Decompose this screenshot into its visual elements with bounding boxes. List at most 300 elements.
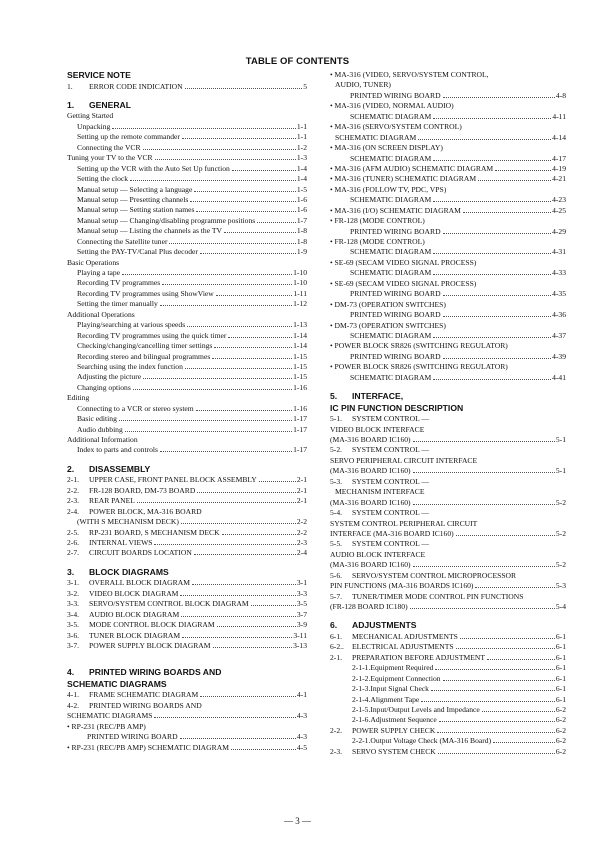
toc-entry[interactable] — [67, 538, 307, 548]
entry-text: AUDIO BLOCK DIAGRAM — [89, 609, 180, 619]
toc-entry[interactable] — [330, 632, 566, 642]
dot-leader — [463, 212, 551, 213]
toc-entry[interactable] — [330, 529, 566, 539]
dot-leader — [413, 472, 555, 473]
toc-entry[interactable] — [330, 289, 566, 299]
entry-page: 4-39 — [552, 351, 566, 361]
toc-entry[interactable] — [67, 205, 307, 215]
entry-page: 4-17 — [552, 153, 566, 163]
entry-text: SYSTEM CONTROL — — [352, 414, 429, 424]
dot-leader — [431, 690, 555, 691]
toc-entry[interactable] — [67, 496, 307, 506]
toc-entry[interactable] — [330, 705, 566, 715]
entry-text: (MA-316 BOARD IC160) — [330, 497, 411, 507]
toc-entry[interactable] — [330, 133, 566, 143]
entry-text: SCHEMATIC DIAGRAM — [350, 247, 432, 257]
dot-leader — [443, 295, 552, 296]
entry-text: 2-2-1.Output Voltage Check (MA-316 Board) — [352, 736, 492, 746]
dot-leader — [224, 232, 296, 233]
entry-text: Playing a tape — [77, 268, 121, 277]
entry-text: PRINTED WIRING BOARD — [350, 310, 441, 320]
entry-page: 3-13 — [293, 641, 307, 650]
entry-page: 4-25 — [552, 205, 566, 215]
section-heading — [330, 620, 566, 632]
entry-page: 5-2 — [555, 528, 566, 538]
toc-entry[interactable] — [330, 581, 566, 591]
entry-page: 2-3 — [296, 538, 307, 547]
toc-entry[interactable] — [67, 732, 307, 742]
toc-entry[interactable] — [67, 331, 307, 341]
dot-leader — [232, 170, 296, 171]
toc-entry[interactable] — [67, 425, 307, 435]
toc-entry — [330, 508, 566, 518]
toc-entry[interactable] — [67, 320, 307, 330]
entry-text: AUDIO, TUNER) — [335, 80, 391, 90]
dot-leader — [443, 316, 552, 317]
dot-leader — [162, 284, 292, 285]
dot-leader — [493, 742, 555, 743]
entry-text: REAR PANEL — [89, 496, 135, 506]
entry-page: 1-15 — [293, 351, 307, 361]
toc-entry[interactable] — [67, 610, 307, 620]
dot-leader — [155, 159, 296, 160]
entry-number: 4-1. — [67, 690, 80, 700]
entry-text: BLOCK DIAGRAMS — [89, 566, 169, 577]
dot-leader — [443, 358, 552, 359]
toc-entry[interactable] — [330, 695, 566, 705]
toc-entry[interactable] — [67, 185, 307, 195]
dot-leader — [133, 389, 292, 390]
toc-entry — [330, 300, 566, 310]
entry-page: 6-2 — [555, 715, 566, 725]
entry-page: 4-3 — [296, 732, 307, 742]
toc-entry[interactable] — [67, 278, 307, 288]
subsection-heading — [67, 393, 307, 403]
toc-entry[interactable] — [67, 153, 307, 163]
toc-entry — [330, 362, 566, 372]
toc-entry[interactable] — [67, 372, 307, 382]
entry-text: FR-128 BOARD, DM-73 BOARD — [89, 485, 196, 495]
toc-entry[interactable] — [330, 164, 566, 174]
toc-entry[interactable] — [330, 331, 566, 341]
toc-entry[interactable] — [330, 174, 566, 184]
toc-entry — [67, 701, 307, 711]
entry-page: 5-2 — [555, 497, 566, 507]
entry-text: • MA-316 (FOLLOW TV, PDC, VPS) — [330, 184, 447, 194]
entry-page: 1-6 — [296, 205, 307, 215]
section-heading — [67, 667, 307, 679]
toc-entry[interactable] — [67, 341, 307, 351]
toc-entry — [330, 101, 566, 111]
dot-leader — [192, 584, 296, 585]
toc-entry[interactable] — [67, 268, 307, 278]
entry-number: 3-6. — [67, 630, 80, 640]
toc-entry[interactable] — [67, 445, 307, 455]
entry-text: • MA-316 (TUNER) SCHEMATIC DIAGRAM — [330, 174, 477, 184]
entry-page: 4-23 — [552, 195, 566, 205]
entry-number: 2-6. — [67, 538, 80, 547]
entry-page: 6-1 — [555, 673, 566, 683]
entry-text: PRINTED WIRING BOARDS AND — [89, 700, 202, 710]
entry-text: (WITH S MECHANISM DECK) — [77, 517, 179, 527]
entry-text: SYSTEM CONTROL — — [352, 476, 429, 486]
entry-page: 1-7 — [296, 215, 307, 225]
dot-leader — [433, 337, 551, 338]
dot-leader — [259, 481, 296, 482]
dot-leader — [443, 233, 552, 234]
toc-entry[interactable] — [330, 112, 566, 122]
toc-entry[interactable] — [330, 206, 566, 216]
entry-text: (MA-316 BOARD IC160) — [330, 435, 411, 444]
entry-text: 2-1-6.Adjustment Sequence — [352, 715, 437, 725]
entry-page: 1-6 — [296, 194, 307, 204]
entry-text: • MA-316 (SERVO/SYSTEM CONTROL) — [330, 122, 462, 132]
section-gap — [67, 456, 307, 464]
entry-page: 1-14 — [293, 341, 307, 351]
toc-entry[interactable] — [330, 653, 566, 663]
entry-text: Additional Information — [67, 435, 138, 444]
entry-page: 1-11 — [293, 288, 307, 298]
entry-text: Recording TV programmes using the quick timer — [77, 330, 227, 340]
toc-entry[interactable] — [330, 726, 566, 736]
entry-page: 1-17 — [293, 414, 307, 424]
toc-entry — [330, 341, 566, 351]
entry-page: 1-4 — [296, 174, 307, 184]
toc-entry — [330, 592, 566, 602]
toc-entry[interactable] — [330, 674, 566, 684]
entry-text: Checking/changing/cancelling timer settings — [77, 341, 213, 351]
toc-entry[interactable] — [330, 195, 566, 205]
entry-text: CIRCUIT BOARDS LOCATION — [89, 548, 192, 558]
entry-page: 3-9 — [296, 620, 307, 630]
toc-entry[interactable] — [67, 383, 307, 393]
toc-entry[interactable] — [67, 132, 307, 142]
dot-leader — [433, 253, 551, 254]
entry-text: (MA-316 BOARD IC160) — [330, 560, 411, 570]
dot-leader — [433, 118, 551, 119]
entry-text: TUNER/TIMER MODE CONTROL PIN FUNCTIONS — [352, 591, 524, 601]
section-heading — [67, 100, 307, 112]
toc-entry — [330, 185, 566, 195]
toc-entry[interactable] — [67, 589, 307, 599]
entry-text: • POWER BLOCK SR826 (SWITCHING REGULATOR) — [330, 341, 508, 351]
toc-entry — [330, 425, 566, 435]
entry-text: AUDIO BLOCK INTERFACE — [330, 549, 426, 559]
toc-entry — [67, 722, 307, 732]
entry-text: PRINTED WIRING BOARD — [350, 90, 441, 100]
toc-entry[interactable] — [67, 578, 307, 588]
page-title: TABLE OF CONTENTS — [245, 56, 350, 67]
dot-leader — [200, 696, 296, 697]
toc-entry — [330, 477, 566, 487]
toc-entry — [330, 445, 566, 455]
entry-text: • MA-316 (AFM AUDIO) SCHEMATIC DIAGRAM — [330, 163, 494, 173]
entry-text: • FR-128 (MODE CONTROL) — [330, 237, 425, 246]
toc-entry[interactable] — [67, 226, 307, 236]
toc-entry[interactable] — [330, 642, 566, 652]
toc-entry[interactable] — [67, 517, 307, 527]
toc-entry[interactable] — [67, 404, 307, 414]
entry-page: 5 — [303, 81, 307, 91]
dot-leader — [119, 420, 292, 421]
entry-number: 1. — [67, 81, 73, 91]
entry-page: 5-1 — [555, 435, 566, 444]
entry-number: 2-4. — [67, 506, 80, 516]
dot-leader — [181, 616, 296, 617]
entry-page: 4-1 — [296, 690, 307, 700]
entry-number: 5. — [330, 391, 338, 402]
dot-leader — [180, 595, 295, 596]
entry-text: 2-1-3.Input Signal Check — [352, 684, 429, 694]
entry-text: • DM-73 (OPERATION SWITCHES) — [330, 299, 446, 309]
dot-leader — [160, 451, 292, 452]
toc-entry — [330, 550, 566, 560]
entry-page: 4-19 — [552, 163, 566, 173]
entry-text: • MA-316 (VIDEO, NORMAL AUDIO) — [330, 101, 454, 111]
entry-text: GENERAL — [89, 99, 132, 110]
entry-text: Changing options — [77, 382, 131, 392]
entry-text: Manual setup — Presetting channels — [77, 194, 189, 204]
toc-entry[interactable] — [330, 435, 566, 445]
toc-entry[interactable] — [330, 373, 566, 383]
dot-leader — [112, 128, 296, 129]
entry-page: 4-8 — [555, 90, 566, 100]
dot-leader — [185, 88, 303, 89]
dot-leader — [443, 97, 555, 98]
entry-text: Setting the PAY-TV/Canal Plus decoder — [77, 247, 198, 257]
subsection-heading — [67, 435, 307, 445]
entry-number: 5-4. — [330, 508, 343, 518]
entry-number: 5-6. — [330, 570, 343, 580]
section-gap — [330, 612, 566, 620]
entry-number: 5-2. — [330, 445, 343, 455]
entry-page: 2-2 — [296, 527, 307, 537]
dot-leader — [130, 180, 296, 181]
dot-leader — [439, 721, 555, 722]
entry-text: MECHANICAL ADJUSTMENTS — [352, 631, 458, 641]
toc-entry[interactable] — [330, 352, 566, 362]
entry-text: • MA-316 (VIDEO, SERVO/SYSTEM CONTROL, — [330, 70, 489, 79]
toc-entry[interactable] — [67, 195, 307, 205]
entry-page: 6-1 — [555, 642, 566, 652]
dot-leader — [433, 201, 551, 202]
toc-entry — [330, 321, 566, 331]
dot-leader — [216, 295, 293, 296]
entry-text: INTERFACE, — [352, 391, 404, 402]
entry-text: Recording TV programmes — [77, 278, 161, 288]
entry-page: 2-1 — [296, 485, 307, 495]
dot-leader — [433, 379, 551, 380]
entry-number: 2-1. — [67, 475, 80, 485]
entry-text: Connecting the Satellite tuner — [77, 236, 168, 246]
entry-page: 1-14 — [293, 330, 307, 340]
dot-leader — [475, 587, 554, 588]
toc-entry[interactable] — [67, 486, 307, 496]
toc-entry — [330, 279, 566, 289]
entry-text: SCHEMATIC DIAGRAMS — [67, 678, 167, 689]
toc-entry[interactable] — [330, 747, 566, 757]
entry-number: 3. — [67, 566, 75, 577]
entry-text: POWER SUPPLY CHECK — [352, 725, 436, 735]
entry-page: 1-10 — [293, 278, 307, 288]
dot-leader — [200, 253, 296, 254]
entry-text: SERVO/SYSTEM CONTROL MICROPROCESSOR — [352, 570, 517, 580]
toc-entry[interactable] — [67, 143, 307, 153]
toc-entry[interactable] — [67, 475, 307, 485]
entry-text: 2-1-5.Input/Output Levels and Impedance — [352, 705, 480, 714]
toc-entry[interactable] — [330, 684, 566, 694]
toc-entry[interactable] — [67, 216, 307, 226]
entry-text: Basic editing — [77, 414, 117, 424]
entry-number: 5-7. — [330, 591, 343, 601]
dot-leader — [194, 554, 296, 555]
entry-text: PRINTED WIRING BOARDS AND — [89, 667, 222, 678]
toc-entry[interactable] — [330, 498, 566, 508]
entry-text: Setting the clock — [77, 174, 129, 184]
entry-text: PIN FUNCTIONS (MA-316 BOARDS IC160) — [330, 581, 474, 591]
entry-text: • POWER BLOCK SR826 (SWITCHING REGULATOR) — [330, 362, 508, 372]
toc-entry[interactable] — [67, 620, 307, 630]
dot-leader — [194, 191, 296, 192]
dot-leader — [197, 492, 296, 493]
dot-leader — [169, 243, 295, 244]
entry-text: Audio dubbing — [77, 424, 123, 434]
entry-text: Getting Started — [67, 111, 114, 121]
toc-entry[interactable] — [330, 602, 566, 612]
entry-text: IC PIN FUNCTION DESCRIPTION — [330, 402, 464, 413]
toc-entry[interactable] — [67, 362, 307, 372]
entry-page: 3-7 — [296, 609, 307, 619]
dot-leader — [181, 523, 296, 524]
entry-text: • MA-316 (I/O) SCHEMATIC DIAGRAM — [330, 205, 461, 215]
dot-leader — [478, 180, 551, 181]
toc-entry[interactable] — [330, 154, 566, 164]
toc-entry[interactable] — [67, 352, 307, 362]
toc-entry[interactable] — [330, 663, 566, 673]
toc-entry[interactable] — [67, 711, 307, 721]
entry-number: 3-1. — [67, 578, 80, 588]
entry-page: 1-4 — [296, 163, 307, 173]
dot-leader — [160, 305, 292, 306]
entry-number: 4. — [67, 667, 75, 678]
dot-leader — [418, 139, 551, 140]
dot-leader — [143, 378, 292, 379]
toc-entry[interactable] — [67, 690, 307, 700]
dot-leader — [487, 659, 555, 660]
toc-entry — [67, 507, 307, 517]
dot-leader — [143, 149, 296, 150]
toc-entry — [330, 216, 566, 226]
dot-leader — [482, 711, 555, 712]
toc-entry[interactable] — [67, 631, 307, 641]
toc-entry[interactable] — [330, 560, 566, 570]
entry-number: 2-3. — [330, 746, 343, 756]
toc-entry[interactable] — [330, 268, 566, 278]
entry-text: Manual setup — Changing/disabling programme positions — [77, 215, 256, 225]
entry-number: 1. — [67, 99, 75, 110]
entry-text: SERVICE NOTE — [67, 70, 131, 80]
dot-leader — [154, 717, 295, 718]
entry-text: ELECTRICAL ADJUSTMENTS — [352, 642, 454, 652]
toc-entry[interactable] — [67, 528, 307, 538]
toc-entry[interactable] — [67, 174, 307, 184]
toc-entry[interactable] — [67, 122, 307, 132]
toc-entry[interactable] — [330, 736, 566, 746]
entry-text: MODE CONTROL BLOCK DIAGRAM — [89, 620, 215, 630]
toc-entry — [330, 456, 566, 466]
toc-entry — [330, 122, 566, 132]
entry-text: • DM-73 (OPERATION SWITCHES) — [330, 320, 446, 330]
toc-entry[interactable] — [67, 414, 307, 424]
entry-text: • FR-128 (MODE CONTROL) — [330, 216, 425, 226]
toc-entry[interactable] — [330, 227, 566, 237]
section-heading — [67, 464, 307, 476]
entry-text: SCHEMATIC DIAGRAM — [350, 153, 432, 163]
entry-page: 6-1 — [555, 631, 566, 641]
entry-page: 3-11 — [293, 630, 307, 640]
entry-page: 1-12 — [293, 299, 307, 309]
dot-leader — [213, 647, 293, 648]
toc-entry[interactable] — [330, 91, 566, 101]
toc-entry[interactable] — [67, 289, 307, 299]
toc-entry[interactable] — [330, 310, 566, 320]
toc-column-left — [67, 70, 307, 753]
dot-leader — [154, 544, 295, 545]
toc-entry[interactable] — [67, 237, 307, 247]
dot-leader — [222, 534, 296, 535]
dot-leader — [495, 170, 551, 171]
entry-page: 6-1 — [555, 684, 566, 694]
entry-text: TUNER BLOCK DIAGRAM — [89, 630, 181, 640]
entry-number: 5-3. — [330, 476, 343, 486]
entry-number: 3-3. — [67, 599, 80, 609]
toc-entry[interactable] — [67, 548, 307, 558]
toc-entry — [330, 414, 566, 424]
toc-entry[interactable] — [67, 641, 307, 651]
dot-leader — [182, 138, 296, 139]
entry-page: 2-1 — [296, 496, 307, 506]
dot-leader — [433, 160, 551, 161]
toc-entry[interactable] — [67, 299, 307, 309]
toc-entry — [330, 258, 566, 268]
toc-entry[interactable] — [67, 164, 307, 174]
entry-text: SYSTEM CONTROL PERIPHERAL CIRCUIT — [330, 518, 478, 528]
entry-text: INTERFACE (MA-316 BOARD IC160) — [330, 528, 454, 538]
entry-page: 6-2 — [555, 736, 566, 746]
section-heading — [330, 391, 566, 403]
toc-entry[interactable] — [330, 466, 566, 476]
toc-entry[interactable] — [67, 247, 307, 257]
entry-page: 6-2 — [555, 725, 566, 735]
entry-text: 2-1-1.Equipment Required — [352, 663, 434, 673]
entry-page: 5-2 — [555, 560, 566, 570]
dot-leader — [435, 669, 554, 670]
toc-entry[interactable] — [330, 247, 566, 257]
toc-entry[interactable] — [67, 599, 307, 609]
toc-entry[interactable] — [67, 743, 307, 753]
toc-entry — [330, 519, 566, 529]
toc-entry[interactable] — [330, 715, 566, 725]
entry-text: PRINTED WIRING BOARD — [350, 289, 441, 299]
subsection-heading — [67, 258, 307, 268]
dot-leader — [438, 753, 555, 754]
toc-entry[interactable] — [67, 82, 307, 92]
entry-text: PREPARATION BEFORE ADJUSTMENT — [352, 652, 486, 662]
entry-number: 5-1. — [330, 414, 343, 424]
entry-number: 2-2. — [330, 725, 343, 735]
dot-leader — [456, 535, 555, 536]
entry-page: 5-4 — [555, 602, 566, 611]
